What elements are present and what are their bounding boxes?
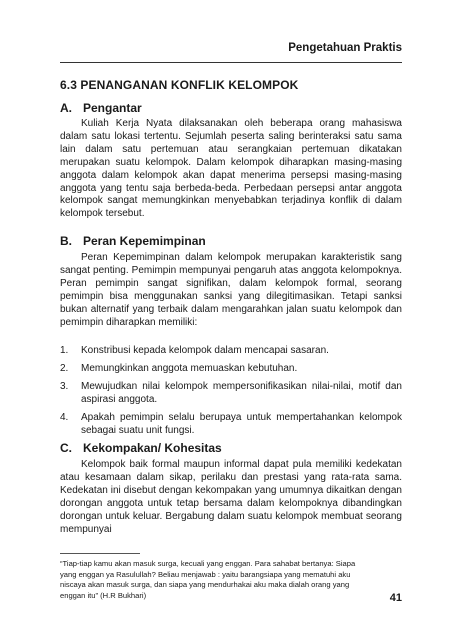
leader-qualities-list (60, 345, 402, 442)
subsection-c-title: Kekompakan/ Kohesitas (83, 441, 222, 455)
subsection-b-title: Peran Kepemimpinan (83, 234, 206, 248)
footnote-rule (60, 553, 140, 554)
list-item-text: Konstribusi kepada kelompok dalam mencapai sasaran. (81, 345, 329, 356)
running-head: Pengetahuan Praktis (288, 42, 402, 54)
list-item (60, 363, 402, 376)
subsection-a-paragraph: Kuliah Kerja Nyata dilaksanakan oleh beberapa orang mahasiswa dalam satu lokasi tertentu. Sejumlah peserta saling berinteraksi satu sama lain dalam satu pertemuan atau serangkaian pertemuan dikatakan merupakan suatu kelompok. Dalam kelompok diharapkan masing-masing anggota dalam kelompok akan dapat menerima persepsi masing-masing anggota yang tentu saja berbeda-beda. Perbedaan persepsi antar anggota kelompok sangat memungkinkan menyebabkan terjadinya konflik di dalam kelompok tersebut. (60, 118, 402, 220)
list-item-text: Apakah pemimpin selalu berupaya untuk mempertahankan kelompok sebagai suatu unit fungsi. (81, 411, 402, 436)
list-item-text: Memungkinkan anggota memuaskan kebutuhan. (81, 362, 298, 374)
subsection-b-paragraph: Peran Kepemimpinan dalam kelompok merupakan karakteristik sang sangat penting. Pemimpin mempunyai pengaruh atas anggota kelompoknya. Peran pemimpin sangat signifikan, dalam kelompok formal, seorang pemimpin bisa menggunakan sanksi yang dilegitimasikan. Tetapi sanksi bukan alternatif yang terbaik dalam mengarahkan jalan suatu kelompok dan pemimpin diharapkan memiliki: (60, 252, 402, 328)
section-title: 6.3 PENANGANAN KONFLIK KELOMPOK (60, 78, 299, 92)
list-item (60, 345, 402, 358)
subsection-a-title: Pengantar (83, 101, 142, 115)
list-item-text: Mewujudkan nilai kelompok mempersonifikasikan nilai-nilai, motif dan aspirasi anggota. (81, 380, 402, 405)
subsection-a-heading (60, 101, 142, 115)
subsection-b-heading (60, 234, 206, 248)
page-number: 41 (389, 592, 402, 604)
subsection-b-letter: B. (60, 234, 72, 248)
subsection-c-paragraph: Kelompok baik formal maupun informal dapat pula memiliki kedekatan atau kesamaan dalam sikap, perilaku dan prestasi yang rata-rata sama. Kedekatan ini disebut dengan kekompakan yang umumnya dikaitkan dengan dorongan anggota untuk tetap bersama dalam kelompoknya dibandingkan dorongan untuk keluar. Bergabung dalam suatu kelompok membuat seorang mempunyai (60, 459, 402, 535)
list-item-number: 2. (60, 362, 69, 374)
list-item-number: 4. (60, 411, 69, 423)
header-rule (60, 62, 402, 63)
subsection-c-letter: C. (60, 441, 72, 455)
subsection-a-letter: A. (60, 101, 72, 115)
list-item (60, 412, 402, 438)
list-item-number: 1. (60, 345, 69, 356)
list-item (60, 381, 402, 407)
list-item-number: 3. (60, 380, 69, 392)
subsection-c-heading (60, 441, 222, 455)
footnote: “Tiap-tiap kamu akan masuk surga, kecuali yang enggan. Para sahabat bertanya: Siapa yang enggan ya Rasulullah? Beliau menjawab : yaitu barangsiapa yang mematuhi aku niscaya akan masuk surga, dan siapa yang mendurhakai aku maka dialah orang yang enggan itu” (H.R Bukhari) (60, 559, 356, 601)
